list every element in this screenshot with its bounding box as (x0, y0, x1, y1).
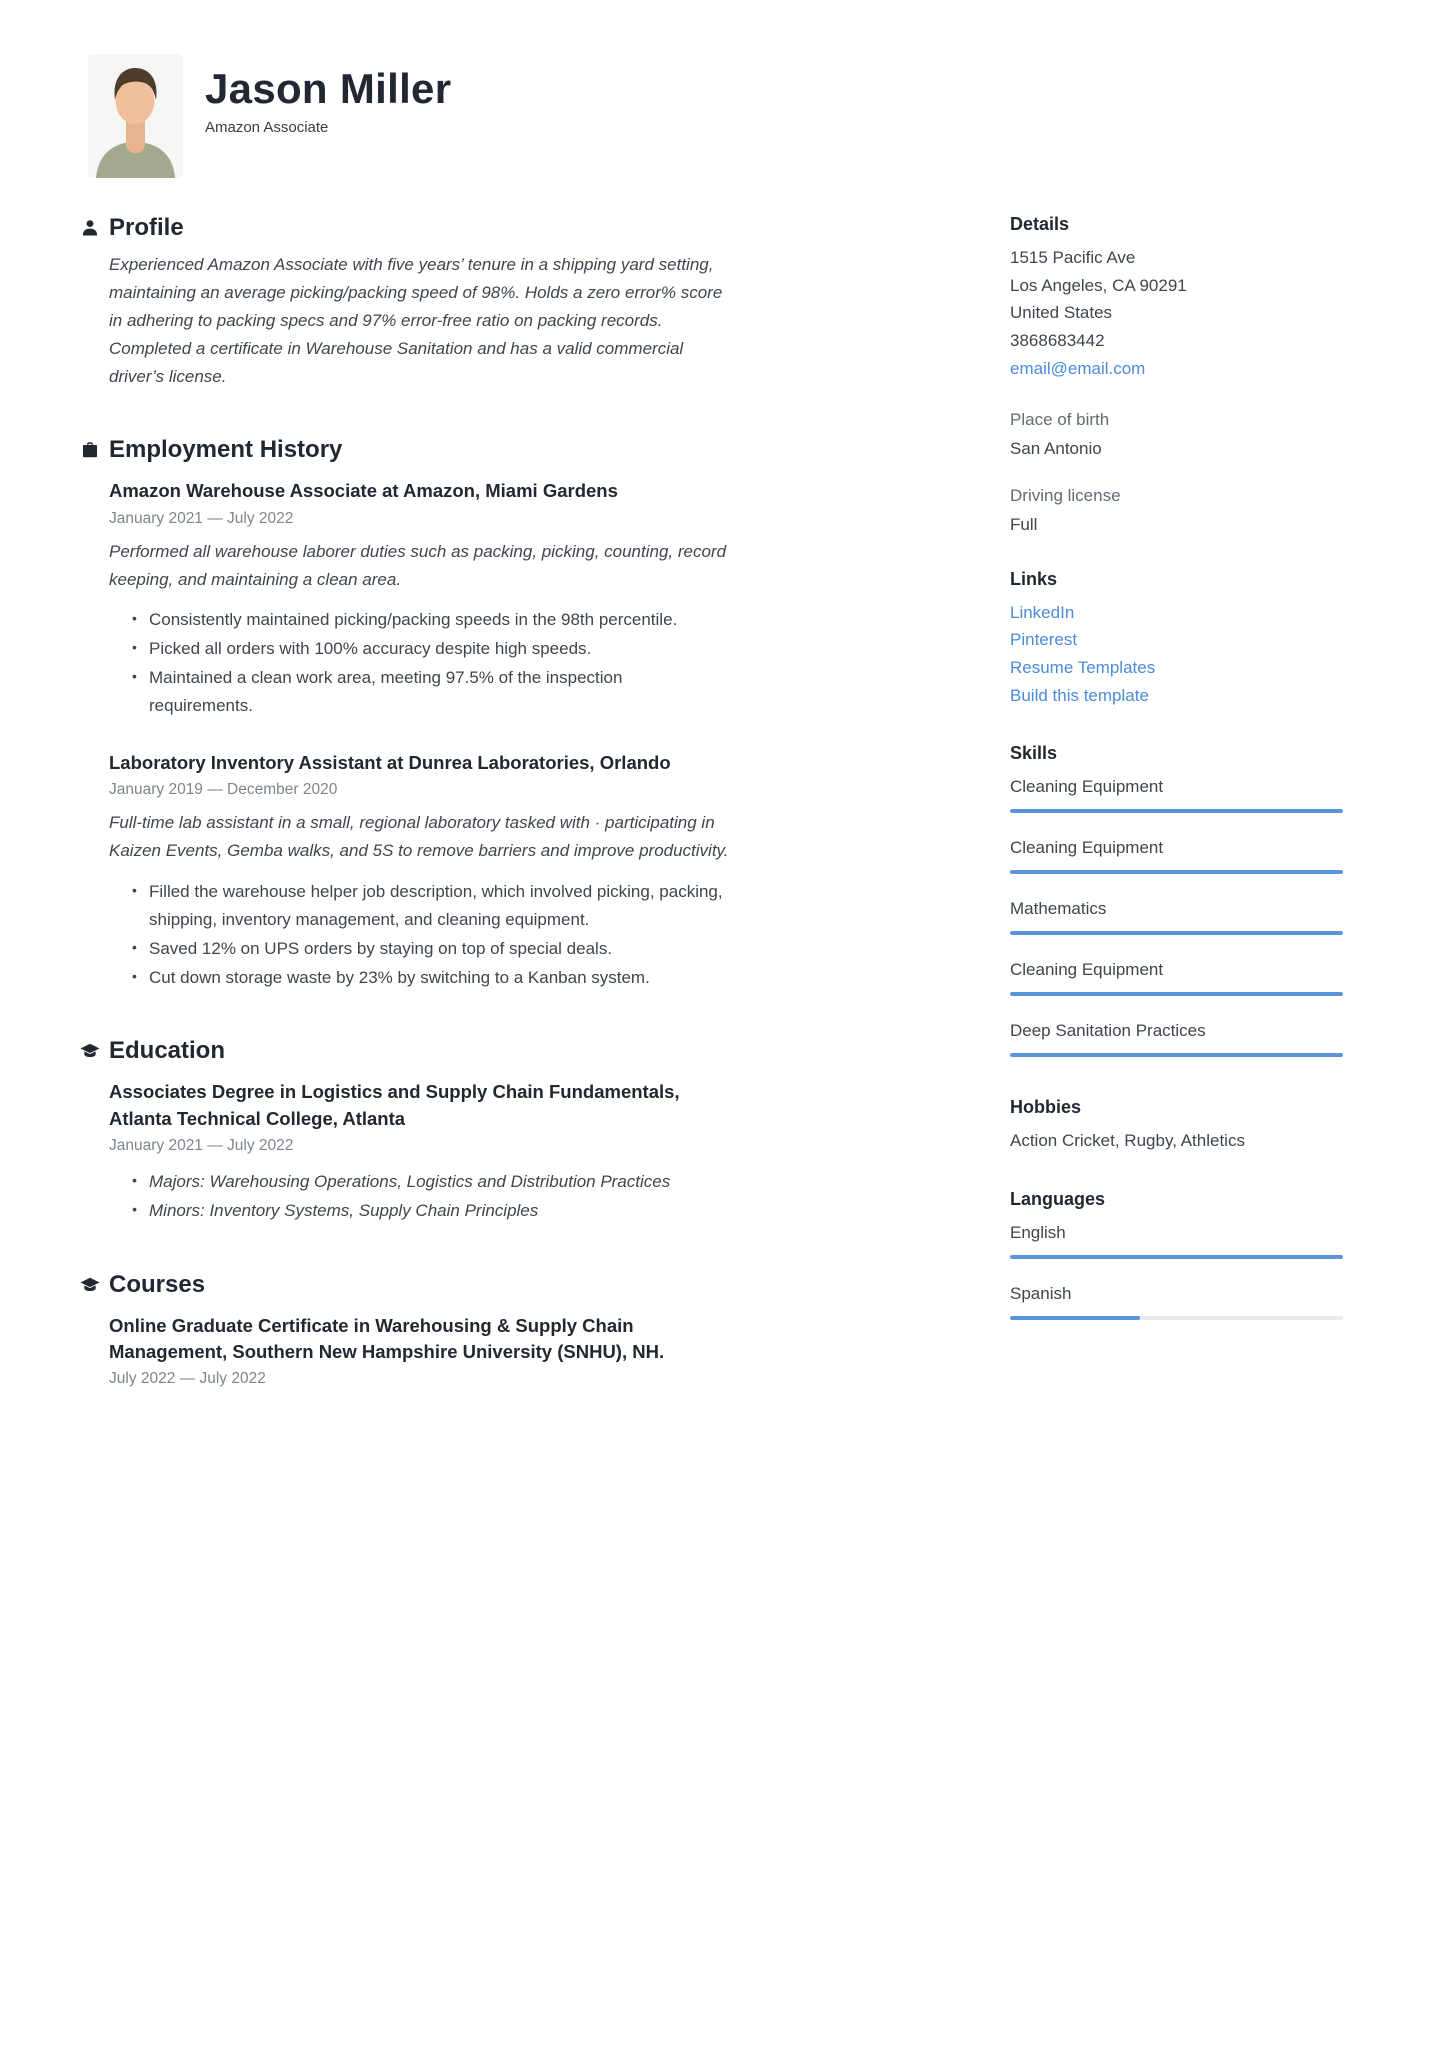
job-bullet: • Maintained a clean work area, meeting 97.5% of the inspection requirements. (149, 664, 730, 720)
employment-heading: Employment History (109, 436, 343, 464)
profile-text: Experienced Amazon Associate with five years’ tenure in a shipping yard setting, maintaining an average picking/packing speed of 98%. Holds a zero error% score in adhering to packing specs and 97% error-free ratio on packing records. Completed a certificate in Warehouse Sanitation and has a valid commercial driver’s license. (109, 255, 723, 386)
profile-heading: Profile (109, 214, 184, 241)
language-label: Spanish (1010, 1284, 1072, 1304)
skill-item (1010, 777, 1343, 813)
skills-heading: Skills (1010, 743, 1058, 764)
education-dates: January 2021 — July 2022 (109, 1136, 294, 1154)
person-icon (80, 218, 100, 238)
language-bar-fill (1010, 1255, 1343, 1259)
section-employment (80, 436, 730, 991)
language-item (1010, 1223, 1343, 1259)
job-bullet-list (109, 606, 730, 720)
details-heading: Details (1010, 214, 1070, 234)
address-line-1: 1515 Pacific Ave (1010, 248, 1136, 267)
education-heading: Education (109, 1037, 226, 1065)
place-of-birth-label: Place of birth (1010, 409, 1110, 429)
job-bullet: • Picked all orders with 100% accuracy despite high speeds. (149, 635, 730, 663)
skill-label: Cleaning Equipment (1010, 777, 1164, 797)
language-bar (1010, 1316, 1343, 1320)
course-title: Online Graduate Certificate in Warehousing & Supply Chain Management, Southern New Hampshire University (SNHU), NH. (109, 1314, 665, 1362)
skill-label: Mathematics (1010, 899, 1107, 919)
hobbies-heading: Hobbies (1010, 1097, 1082, 1118)
graduation-cap-icon (80, 1041, 100, 1061)
links-heading: Links (1010, 568, 1058, 589)
job-title: Amazon Warehouse Associate at Amazon, Miami Gardens (109, 480, 618, 502)
education-entry (109, 1079, 730, 1224)
courses-body (109, 1313, 730, 1389)
job-description: Performed all warehouse laborer duties such as packing, picking, counting, record keeping, and maintaining a clean area. (109, 541, 727, 589)
courses-heading-row (80, 1271, 730, 1299)
address-line-2: Los Angeles, CA 90291 (1010, 275, 1187, 295)
skill-bar (1010, 931, 1343, 935)
skill-bar-fill (1010, 1053, 1343, 1057)
job-entry (109, 478, 730, 720)
skill-bar (1010, 992, 1343, 996)
skill-bar-fill (1010, 992, 1343, 996)
languages-heading: Languages (1010, 1189, 1106, 1210)
skill-bar-fill (1010, 809, 1343, 813)
briefcase-icon (80, 440, 100, 460)
skill-label: Deep Sanitation Practices (1010, 1021, 1206, 1041)
education-heading-row (80, 1037, 730, 1065)
graduation-cap-icon (80, 1275, 100, 1295)
language-item (1010, 1284, 1343, 1320)
link-linkedin[interactable]: LinkedIn (1010, 602, 1075, 622)
profile-photo (88, 54, 183, 178)
link-build-this-template[interactable]: Build this template (1010, 685, 1149, 705)
section-courses (80, 1271, 730, 1389)
education-bullet-list (109, 1168, 730, 1225)
language-bar-fill (1010, 1316, 1140, 1320)
job-bullet: • Cut down storage waste by 23% by switching to a Kanban system. (149, 964, 730, 992)
language-bar (1010, 1255, 1343, 1259)
skill-bar-fill (1010, 931, 1343, 935)
skill-bar (1010, 809, 1343, 813)
courses-heading: Courses (109, 1270, 206, 1298)
place-of-birth-group (1010, 410, 1343, 459)
education-bullet: • Majors: Warehousing Operations, Logistics and Distribution Practices (149, 1168, 730, 1196)
course-entry (109, 1313, 730, 1389)
skill-bar (1010, 870, 1343, 874)
skill-item (1010, 960, 1343, 996)
profile-photo-illustration (88, 54, 183, 178)
sidebar (1010, 214, 1343, 1434)
person-job-title: Amazon Associate (205, 119, 329, 137)
job-title: Laboratory Inventory Assistant at Dunrea Laboratories, Orlando (109, 751, 671, 773)
job-dates: January 2021 — July 2022 (109, 509, 294, 527)
driving-license-label: Driving license (1010, 485, 1121, 505)
main-column (80, 214, 730, 1434)
skill-bar-fill (1010, 870, 1343, 874)
address-country: United States (1010, 303, 1113, 323)
profile-body (109, 251, 730, 390)
hobbies-text: Action Cricket, Rugby, Athletics (1010, 1131, 1245, 1151)
email-link[interactable]: email@email.com (1010, 358, 1146, 378)
education-body (109, 1079, 730, 1224)
content-columns (80, 214, 1343, 1434)
language-label: English (1010, 1223, 1066, 1243)
link-resume-templates[interactable]: Resume Templates (1010, 657, 1156, 677)
job-bullet-list (109, 878, 730, 992)
skill-label: Cleaning Equipment (1010, 838, 1164, 858)
education-bullet: • Minors: Inventory Systems, Supply Chain Principles (149, 1197, 730, 1225)
employment-heading-row (80, 436, 730, 464)
job-bullet: • Saved 12% on UPS orders by staying on top of special deals. (149, 935, 730, 963)
job-bullet: • Filled the warehouse helper job description, which involved picking, packing, shipping, inventory management, and cleaning equipment. (149, 878, 730, 934)
place-of-birth-value: San Antonio (1010, 438, 1102, 458)
job-bullet: • Consistently maintained picking/packing speeds in the 98th percentile. (149, 606, 730, 634)
person-name: Jason Miller (205, 65, 452, 112)
employment-body (109, 478, 730, 991)
course-dates: July 2022 — July 2022 (109, 1370, 266, 1388)
education-title: Associates Degree in Logistics and Supply Chain Fundamentals, Atlanta Technical College, Atlanta (109, 1081, 680, 1129)
job-entry (109, 750, 730, 992)
driving-license-value: Full (1010, 514, 1038, 534)
sidebar-hobbies (1010, 1097, 1343, 1155)
job-dates: January 2019 — December 2020 (109, 781, 338, 799)
section-education (80, 1037, 730, 1224)
skill-label: Cleaning Equipment (1010, 960, 1164, 980)
resume-header (88, 54, 1343, 178)
sidebar-links (1010, 569, 1343, 710)
skill-item (1010, 838, 1343, 874)
skill-item (1010, 899, 1343, 935)
skill-item (1010, 1021, 1343, 1057)
link-pinterest[interactable]: Pinterest (1010, 630, 1078, 650)
header-text (205, 54, 451, 136)
profile-heading-row (80, 214, 730, 242)
driving-license-group (1010, 486, 1343, 535)
skill-bar (1010, 1053, 1343, 1057)
phone-number: 3868683442 (1010, 331, 1105, 351)
sidebar-languages (1010, 1189, 1343, 1320)
sidebar-details (1010, 214, 1343, 535)
section-profile (80, 214, 730, 390)
sidebar-skills (1010, 743, 1343, 1057)
job-description: Full-time lab assistant in a small, regional laboratory tasked with · participating in Kaizen Events, Gemba walks, and 5S to remove barriers and improve productivity. (109, 813, 729, 861)
